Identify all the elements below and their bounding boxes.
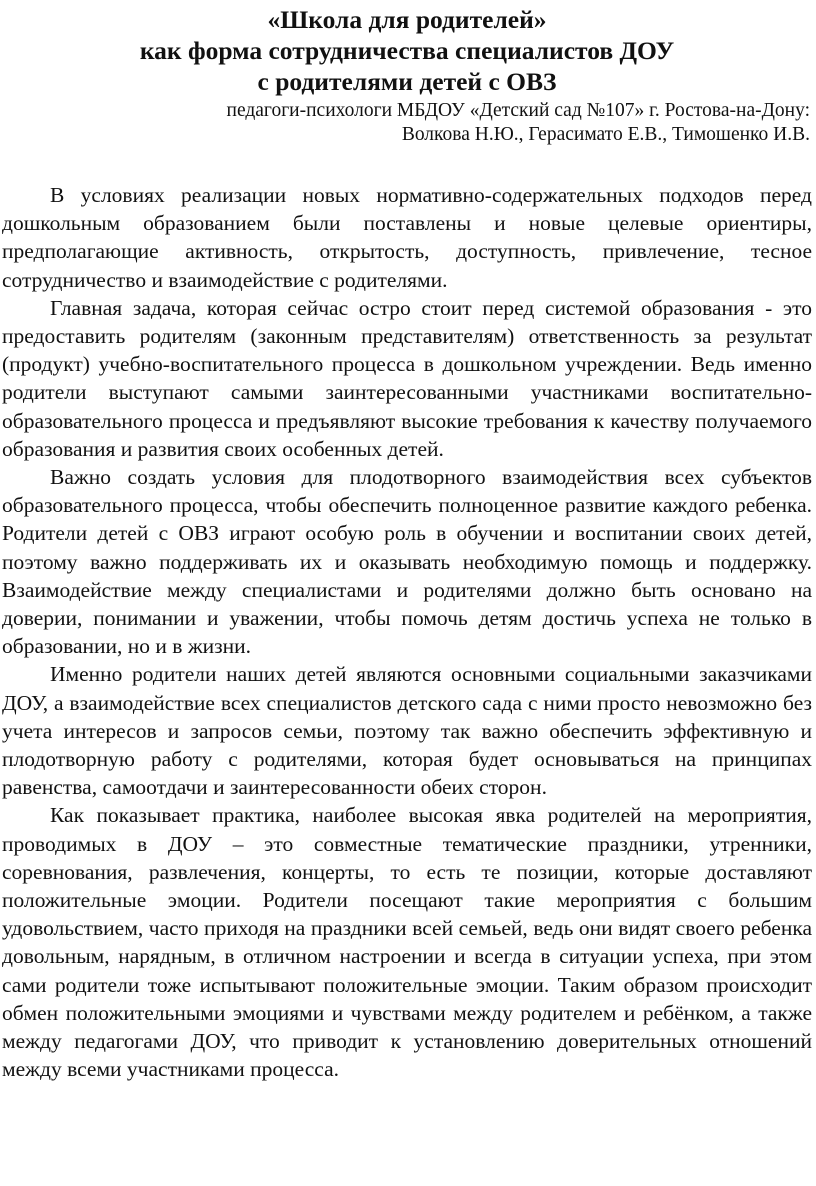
paragraph: Как показывает практика, наиболее высокая явка родителей на мероприятия, проводимых в ДОУ – это совместные тематические праздники, утренники, соревнования, развлечения, концерты, то есть те позиции, которые доставляют положительные эмоции. Родители посещают такие мероприятия с большим удовольствием, часто приходя на праздники всей семьей, ведь они видят своего ребенка довольным, нарядным, в отличном настроении и всегда в ситуации успеха, при этом сами родители тоже испытывают положительные эмоции. Таким образом происходит обмен положительными эмоциями и чувствами между родителем и ребёнком, а также между педагогами ДОУ, что приводит к установлению доверительных отношений между всеми участниками процесса. <box>2 803 812 1082</box>
article-body <box>2 181 812 1084</box>
authors-names: Волкова Н.Ю., Герасимато Е.В., Тимошенко И.В. <box>401 124 810 145</box>
document-title <box>2 4 812 97</box>
authors-affiliation: педагоги-психологи МБДОУ «Детский сад №107» г. Ростова-на-Дону: <box>226 100 810 121</box>
paragraph: В условиях реализации новых нормативно-содержательных подходов перед дошкольным образованием были поставлены и новые целевые ориентиры, предполагающие активность, открытость, доступность, привлечение, тесное сотрудничество и взаимодействие с родителями. <box>2 183 812 292</box>
authors-block <box>2 99 810 147</box>
paragraph: Важно создать условия для плодотворного взаимодействия всех субъектов образовательного процесса, чтобы обеспечить полноценное развитие каждого ребенка. Родители детей с ОВЗ играют особую роль в обучении и воспитании своих детей, поэтому важно поддерживать их и оказывать необходимую помощь и поддержку. Взаимодействие между специалистами и родителями должно быть основано на доверии, понимании и уважении, чтобы помочь детям достичь успеха не только в образовании, но и в жизни. <box>2 465 812 659</box>
title-line: с родителями детей с ОВЗ <box>257 67 557 96</box>
paragraph: Главная задача, которая сейчас остро стоит перед системой образования - это предоставить родителям (законным представителям) ответственность за результат (продукт) учебно-воспитательного процесса в дошкольном учреждении. Ведь именно родители выступают самыми заинтересованными участниками воспитательно-образовательного процесса и предъявляют высокие требования к качеству получаемого образования и развития своих особенных детей. <box>2 295 812 461</box>
title-line: как форма сотрудничества специалистов ДОУ <box>139 36 675 65</box>
paragraph: Именно родители наших детей являются основными социальными заказчиками ДОУ, а взаимодействие всех специалистов детского сада с ними просто невозможно без учета интересов и запросов семьи, поэтому так важно обеспечить эффективную и плодотворную работу с родителями, которая будет основываться на принципах равенства, самоотдачи и заинтересованности обеих сторон. <box>2 662 812 800</box>
title-line: «Школа для родителей» <box>267 5 547 34</box>
